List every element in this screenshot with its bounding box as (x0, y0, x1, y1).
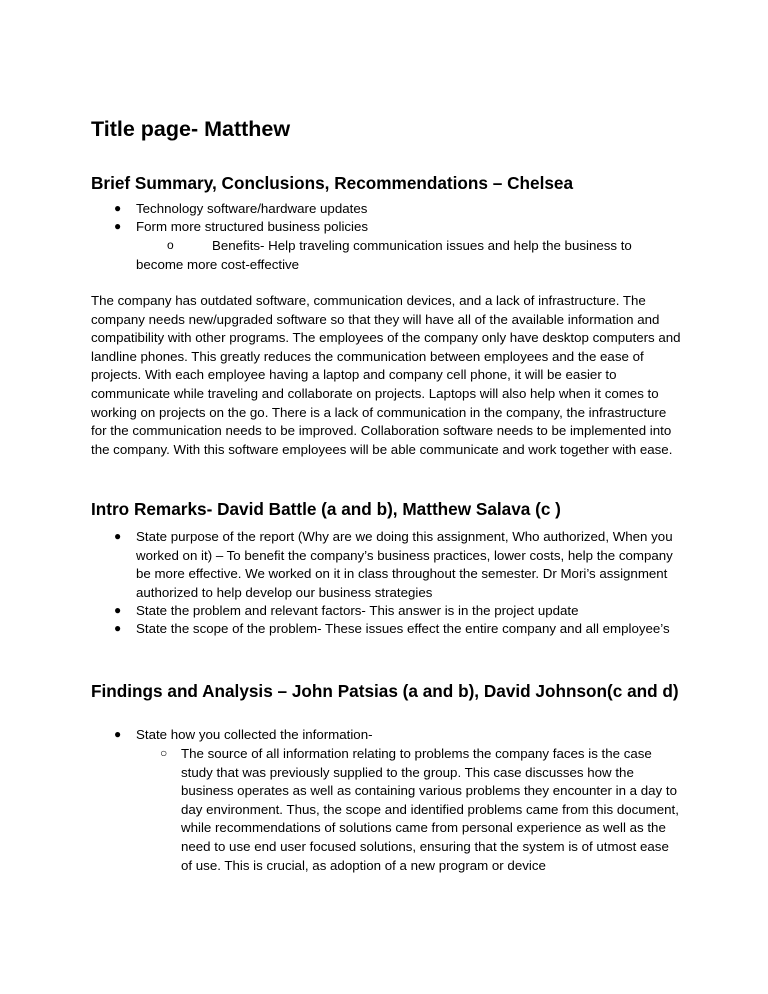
bullet-icon: ● (114, 529, 122, 543)
intro-bullet-3: State the scope of the problem- These issues effect the entire company and all employee’s (136, 621, 670, 636)
bullet-icon: ● (114, 603, 122, 617)
bullet-icon: ● (114, 621, 122, 635)
summary-bullet-2: Form more structured business policies (136, 219, 369, 234)
summary-sub-bullet-line-2: become more cost-effective (136, 257, 300, 272)
findings-sub-bullet-1: The source of all information relating to problems the company faces is the case study that was previously supplied to the group. This case discusses how the business operates as well as containing various problems they encounter in a day to day environment. Thus, the scope and identified problems came from this document, while recommendations of solutions came from personal experience as well as the need to use end user focused solutions, ensuring that the system is of utmost ease of use. This is crucial, as adoption of a new program or device (181, 746, 679, 873)
summary-sub-bullet-line-1: Benefits- Help traveling communication issues and help the business to (212, 238, 632, 253)
intro-bullet-2: State the problem and relevant factors- This answer is in the project update (136, 603, 579, 618)
findings-heading: Findings and Analysis – John Patsias (a and b), David Johnson(c and d) (91, 681, 679, 701)
page-title: Title page- Matthew (91, 117, 291, 141)
bullet-icon: ● (114, 219, 122, 233)
bullet-icon: ● (114, 201, 122, 215)
open-bullet-icon: o (167, 238, 174, 252)
bullet-icon: ● (114, 727, 122, 741)
open-bullet-icon: ○ (160, 746, 168, 760)
intro-heading: Intro Remarks- David Battle (a and b), Matthew Salava (c ) (91, 499, 561, 519)
intro-bullet-1: State purpose of the report (Why are we doing this assignment, Who authorized, When you worked on it) – To benefit the company’s business practices, lower costs, help the company be more effective. We worked on it in class throughout the semester. Dr Mori’s assignment authorized to help develop our business strategies (136, 529, 673, 600)
summary-paragraph: The company has outdated software, communication devices, and a lack of infrastructure. The company needs new/upgraded software so that they will have all of the available information and compatibility with other programs. The employees of the company only have desktop computers and landline phones. This greatly reduces the communication between employees and the ease of projects. With each employee having a laptop and company cell phone, it will be easier to communicate while traveling and collaborate on projects. Laptops will also help when it comes to working on projects on the go. There is a lack of communication in the company, the infrastructure for the communication needs to be improved. Collaboration software needs to be implemented into the company. With this software employees will be able communicate and work together with ease. (91, 293, 681, 457)
findings-bullet-1: State how you collected the information- (136, 727, 373, 742)
summary-bullet-1: Technology software/hardware updates (136, 201, 368, 216)
summary-heading: Brief Summary, Conclusions, Recommendations – Chelsea (91, 173, 574, 193)
